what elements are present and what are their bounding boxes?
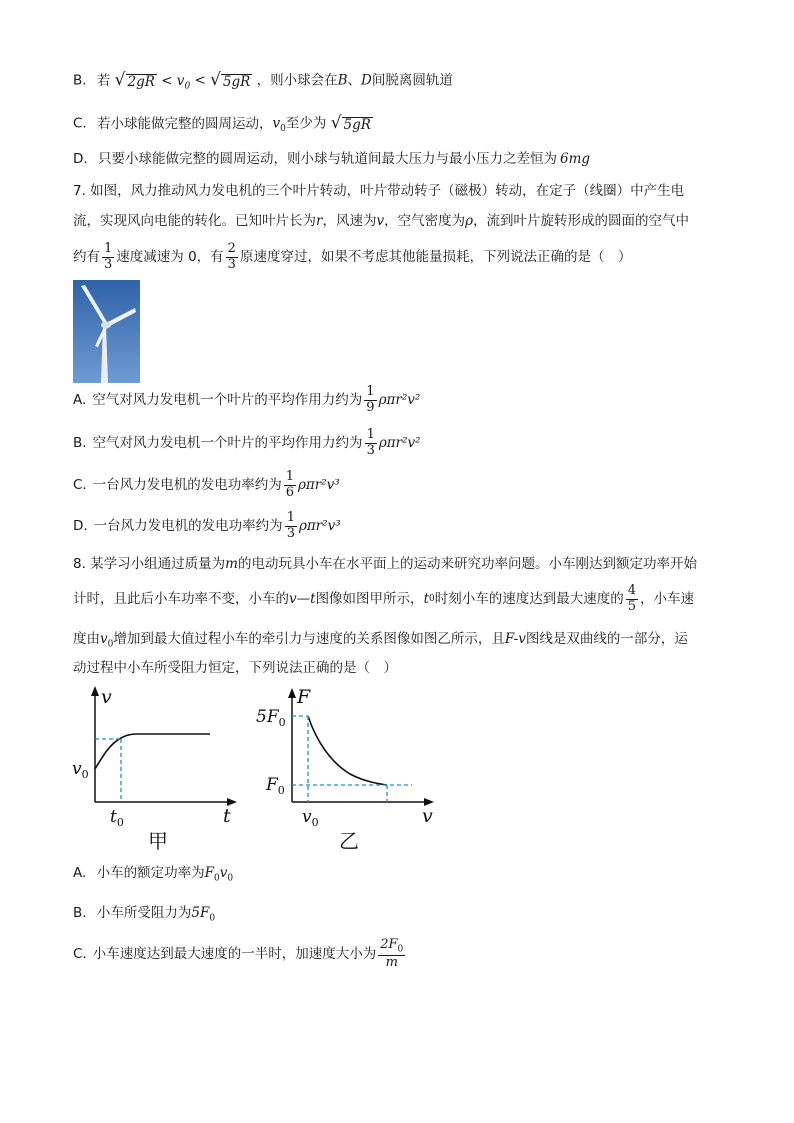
wind-turbine-photo <box>73 280 140 383</box>
graph-b-5f0-label: 5F <box>256 707 279 727</box>
q7-option-a: A. 空气对风力发电机一个叶片的平均作用力约为 $\frac{1}{9}$ ρπr²v² <box>73 384 421 415</box>
q7-option-d: D. 一台风力发电机的发电功率约为 $\frac{1}{3}$ ρπr²v³ <box>73 510 341 541</box>
svg-text:v <box>101 686 112 708</box>
svg-text:t0: $t_0$ <box>110 807 124 829</box>
graph-b-v0-label: v <box>302 807 312 827</box>
graph-b-caption: 乙 <box>339 829 359 853</box>
graph-a-t0-label: t <box>110 807 117 827</box>
q7-stem-line2: 流，实现风向电能的转化。已知叶片长为r，风速为v，空气密度为ρ，流到叶片旋转形成的圆面的空气中 <box>73 213 690 229</box>
q8-stem-line4: 动过程中小车所受阻力恒定，下列说法正确的是（ ） <box>73 660 397 676</box>
q8-stem-line3: 度由$v_0$增加到最大值过程小车的牵引力与速度的关系图像如图乙所示，且F-v图线是双曲线的一部分，运 <box>73 631 688 650</box>
q8-option-c: C. 小车速度达到最大速度的一半时，加速度大小为 $\frac{2F_0}{m}$ <box>73 937 404 970</box>
graph-b-f0-label: F <box>266 775 278 795</box>
q8-option-b: B. 小车所受阻力为$5F_0$ <box>73 905 216 924</box>
graph-f-v <box>250 682 440 854</box>
graph-b-ylabel: F <box>297 686 311 708</box>
q6-option-d: D. 只要小球能做完整的圆周运动，则小球与轨道间最大压力与最小压力之差恒为 6mg <box>73 151 591 167</box>
q7-stem-line3: 约有 $\frac{1}{3}$ 速度减速为 0，有 $\frac{2}{3}$ 原速度穿过，如果不考虑其他能量损耗，下列说法正确的是（ ） <box>73 241 632 272</box>
svg-text:v <box>422 805 433 827</box>
q7-option-b: B. 空气对风力发电机一个叶片的平均作用力约为 $\frac{1}{3}$ ρπr²v² <box>73 427 421 458</box>
q7-stem-line1: 7. 如图，风力推动风力发电机的三个叶片转动，叶片带动转子（磁极）转动，在定子（线圈）中产生电 <box>73 183 685 199</box>
svg-text:5F0: $5F_0$ <box>256 707 286 729</box>
svg-text:F <box>296 686 311 708</box>
graph-a-xlabel: t <box>223 805 231 827</box>
svg-text:F0: $F_0$ <box>266 775 285 797</box>
q6-option-c: C. 若小球能做完整的圆周运动，$v_0$至少为 √ 5gR <box>73 113 371 135</box>
graph-a-y-arrow <box>91 686 99 696</box>
graph-a-v0-label: v <box>72 759 82 779</box>
fraction-2f0-over-m: $\frac{2F_0}{m}$ <box>380 937 404 970</box>
q8-option-a: A. 小车的额定功率为$F_0v_0$ <box>73 865 234 884</box>
sqrt-5gR: √ 5gR <box>210 70 251 90</box>
graph-b-hyperbola <box>308 716 387 785</box>
fraction-one-third: $\frac{1}{3}$ <box>104 241 113 272</box>
graph-a-ylabel: v <box>101 686 112 708</box>
sqrt-2gR: √ 2gR <box>114 70 155 90</box>
graph-a-caption: 甲 <box>148 829 168 853</box>
q8-stem-line1: 8. 某学习小组通过质量为m的电动玩具小车在水平面上的运动来研究功率问题。小车刚达到额定功率开始 <box>73 556 697 572</box>
q7-option-c: C. 一台风力发电机的发电功率约为 $\frac{1}{6}$ ρπr²v³ <box>73 469 340 500</box>
graph-b-xlabel: v <box>422 805 433 827</box>
q8-stem-line2: 计时，且此后小车功率不变，小车的 v—t 图像如图甲所示， t 0 时刻小车的速度达到最大速度的 $\frac{4}{5}$ ，小车速 <box>73 583 695 614</box>
svg-text:v0: $v_0$ <box>72 759 89 781</box>
graph-v-t <box>66 682 246 854</box>
fraction-two-thirds: $\frac{2}{3}$ <box>227 241 236 272</box>
svg-text:乙 <box>339 829 359 853</box>
svg-text:v0: $v_0$ <box>302 807 319 829</box>
svg-text:甲 <box>148 829 168 853</box>
q6-option-b: B. 若 √ 2gR < $v_0$ < √ 5gR ，则小球会在B、D间脱离圆轨道 <box>73 70 453 92</box>
svg-text:t <box>223 805 231 827</box>
sqrt-5gR: √ 5gR <box>330 113 371 133</box>
graph-b-y-arrow <box>288 688 296 698</box>
